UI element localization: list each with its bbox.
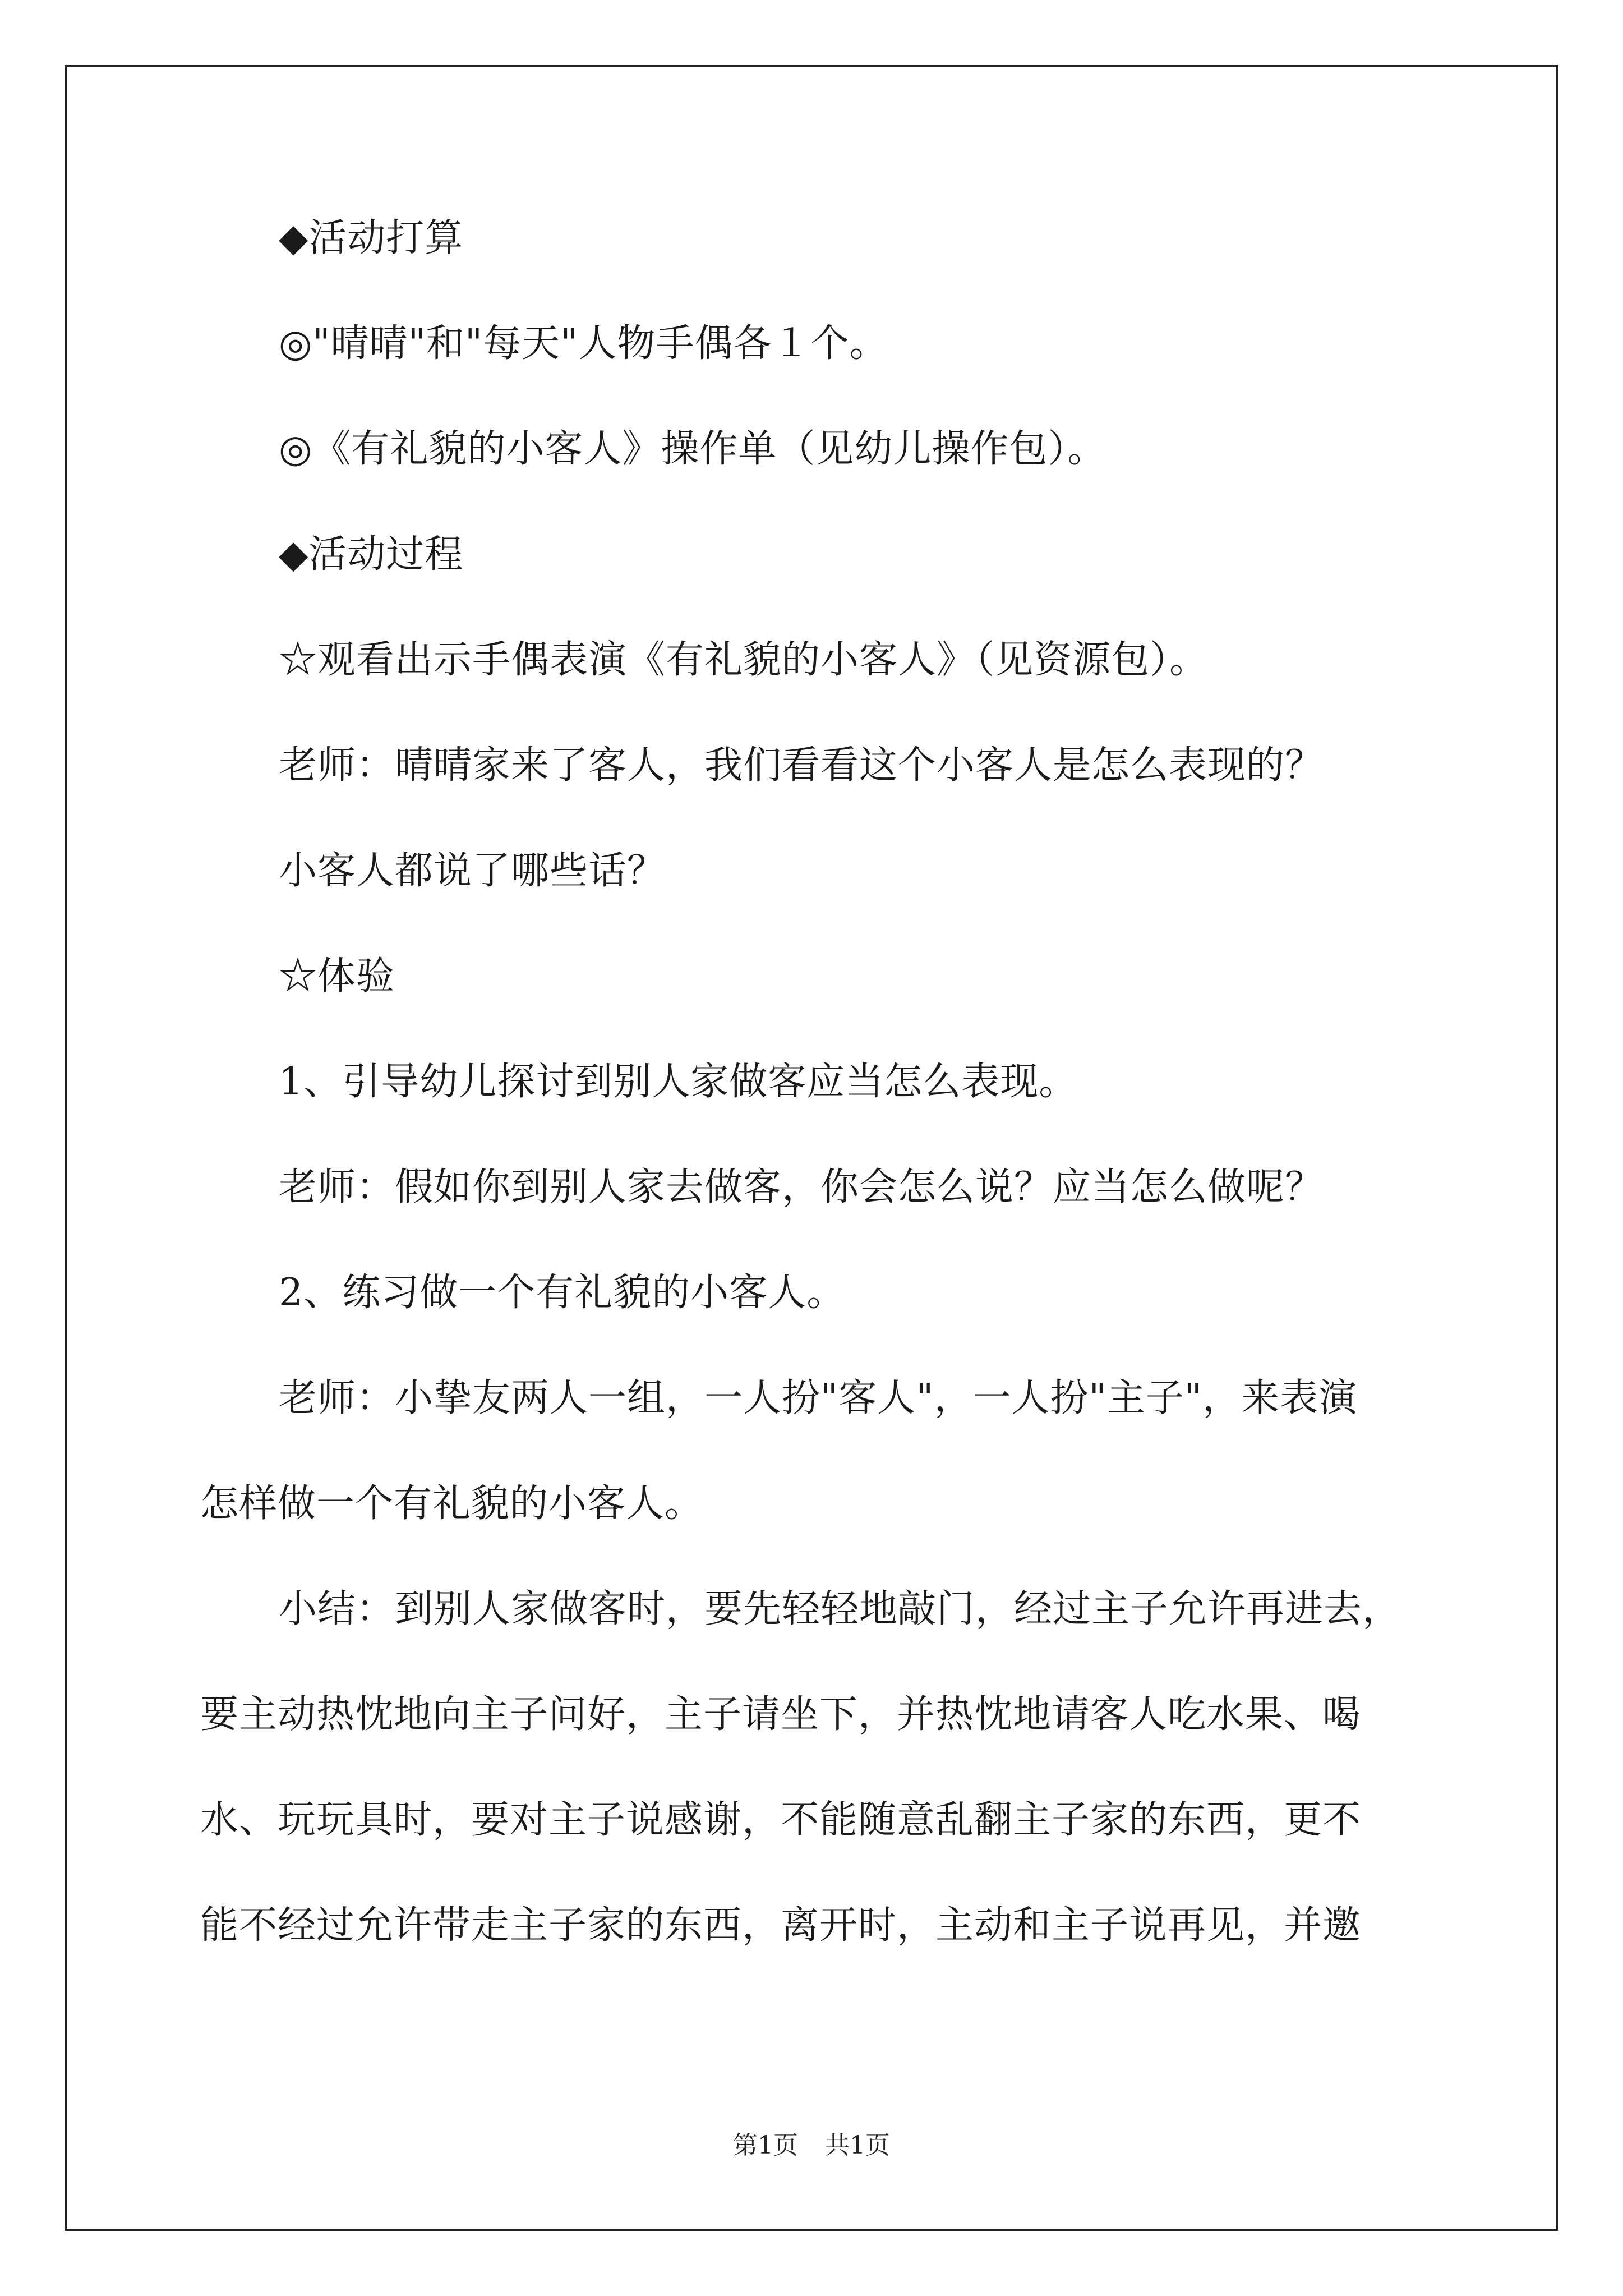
paragraph: 小客人都说了哪些话？ bbox=[279, 849, 666, 893]
page-number: 第1页 bbox=[733, 2131, 798, 2160]
paragraph: 小结：到别人家做客时，要先轻轻地敲门，经过主子允许再进去， bbox=[279, 1587, 1401, 1631]
paragraph: ◎《有礼貌的小客人》操作单（见幼儿操作包）。 bbox=[279, 427, 1106, 471]
paragraph-continuation: 水、玩玩具时，要对主子说感谢，不能随意乱翻主子家的东西，更不 bbox=[200, 1798, 1362, 1842]
paragraph-continuation: 怎样做一个有礼貌的小客人。 bbox=[200, 1481, 704, 1526]
paragraph: ◎"晴晴"和"每天"人物手偶各１个。 bbox=[279, 321, 888, 366]
page-footer bbox=[0, 2129, 1623, 2162]
page-total: 共1页 bbox=[825, 2131, 890, 2160]
paragraph: 老师：小挚友两人一组，一人扮"客人"，一人扮"主子"，来表演 bbox=[279, 1376, 1358, 1420]
paragraph: 老师：假如你到别人家去做客，你会怎么说？应当怎么做呢？ bbox=[279, 1165, 1324, 1209]
paragraph-continuation: 能不经过允许带走主子家的东西，离开时，主动和主子说再见，并邀 bbox=[200, 1903, 1362, 1948]
paragraph: 老师：晴晴家来了客人，我们看看这个小客人是怎么表现的？ bbox=[279, 743, 1324, 788]
paragraph: ☆观看出示手偶表演《有礼貌的小客人》（见资源包）。 bbox=[279, 638, 1209, 682]
paragraph: 2、练习做一个有礼貌的小客人。 bbox=[279, 1271, 846, 1315]
section-heading-preparation: ◆活动打算 bbox=[279, 216, 464, 260]
section-heading-process: ◆活动过程 bbox=[279, 532, 464, 577]
section-heading-experience: ☆体验 bbox=[279, 954, 395, 999]
paragraph: 1、引导幼儿探讨到别人家做客应当怎么表现。 bbox=[279, 1060, 1078, 1104]
paragraph-continuation: 要主动热忱地向主子问好，主子请坐下，并热忱地请客人吃水果、喝 bbox=[200, 1692, 1362, 1737]
